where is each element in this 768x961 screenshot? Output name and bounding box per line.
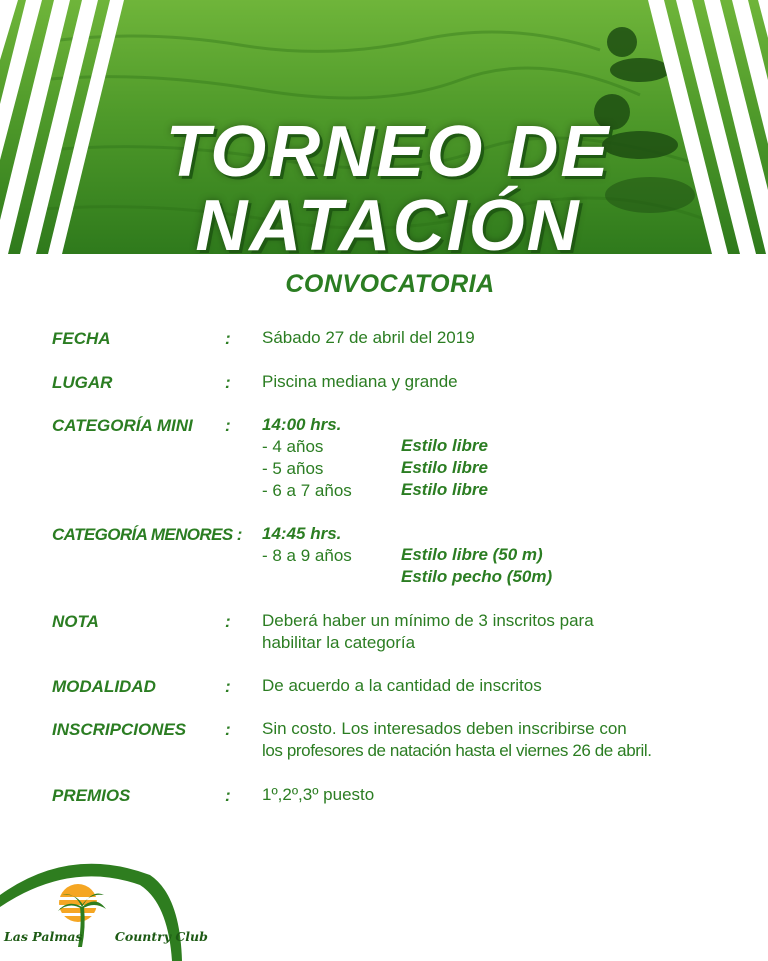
colon: : — [225, 373, 231, 392]
colon: : — [225, 677, 231, 696]
premios-label: PREMIOS — [52, 786, 131, 805]
mini-age: - 6 a 7 años — [262, 481, 352, 500]
colon: : — [225, 786, 231, 805]
header-banner — [0, 0, 768, 254]
menores-age: - 8 a 9 años — [262, 546, 352, 565]
lugar-label: LUGAR — [52, 373, 113, 392]
club-logo-text — [4, 929, 208, 944]
logo-word-1: Las Palmas — [4, 929, 83, 944]
premios-value: 1º,2º,3º puesto — [262, 785, 375, 804]
mini-time: 14:00 hrs. — [262, 415, 342, 434]
menores-time: 14:45 hrs. — [262, 524, 342, 543]
menores-label: CATEGORÍA MENORES : — [52, 525, 242, 544]
title-line-1: TORNEO DE — [165, 112, 611, 192]
nota-line-1: Deberá haber un mínimo de 3 inscritos para — [262, 611, 594, 630]
inscripciones-line-1: Sin costo. Los interesados deben inscribirse con — [262, 719, 627, 738]
logo-word-2: Country Club — [114, 929, 208, 944]
fecha-label: FECHA — [52, 329, 111, 348]
colon: : — [225, 416, 231, 435]
title-line-2: NATACIÓN — [195, 186, 581, 254]
nota-line-2: habilitar la categoría — [262, 633, 416, 652]
subtitle: CONVOCATORIA — [285, 270, 495, 298]
nota-label: NOTA — [52, 612, 99, 631]
colon: : — [225, 612, 231, 631]
fecha-value: Sábado 27 de abril del 2019 — [262, 328, 475, 347]
mini-age: - 4 años — [262, 437, 324, 456]
colon: : — [225, 329, 231, 348]
modalidad-value: De acuerdo a la cantidad de inscritos — [262, 676, 542, 695]
inscripciones-line-2: los profesores de natación hasta el viernes 26 de abril. — [262, 741, 652, 760]
inscripciones-label: INSCRIPCIONES — [52, 720, 187, 739]
modalidad-label: MODALIDAD — [52, 677, 156, 696]
club-logo — [0, 855, 200, 961]
colon: : — [225, 720, 231, 739]
menores-style-1: Estilo libre (50 m) — [401, 545, 543, 564]
mini-label: CATEGORÍA MINI — [52, 416, 193, 435]
mini-style: Estilo libre — [401, 436, 488, 455]
mini-age: - 5 años — [262, 459, 324, 478]
lugar-value: Piscina mediana y grande — [262, 372, 458, 391]
mini-style: Estilo libre — [401, 480, 488, 499]
mini-style: Estilo libre — [401, 458, 488, 477]
menores-style-2: Estilo pecho (50m) — [401, 567, 553, 586]
